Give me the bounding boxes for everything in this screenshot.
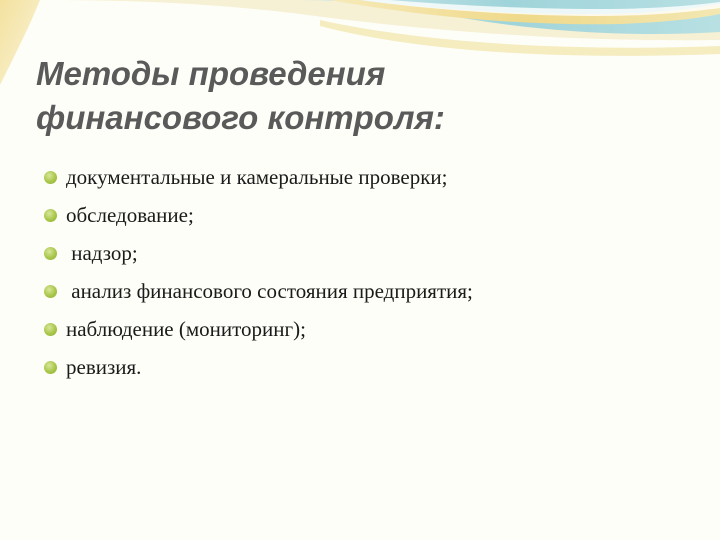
- bullet-text: анализ финансового состояния предприятия;: [66, 278, 473, 303]
- bullet-dot-icon: [44, 209, 57, 222]
- slide-title-line-1: Методы проведения: [36, 55, 386, 92]
- bullet-dot-icon: [44, 171, 57, 184]
- bullet-dot-icon: [44, 247, 57, 260]
- list-item: [44, 272, 704, 310]
- bullet-dot-icon: [44, 285, 57, 298]
- bullet-dot-icon: [44, 323, 57, 336]
- decor-left-swoosh: [0, 0, 40, 85]
- list-item: [44, 348, 704, 386]
- list-item: [44, 234, 704, 272]
- bullet-text: документальные и камеральные проверки;: [66, 164, 448, 189]
- list-item: [44, 158, 704, 196]
- bullet-text: надзор;: [66, 240, 138, 265]
- list-item: [44, 196, 704, 234]
- bullet-text: наблюдение (мониторинг);: [66, 316, 306, 341]
- bullet-dot-icon: [44, 361, 57, 374]
- list-item: [44, 310, 704, 348]
- slide-title: [36, 52, 676, 140]
- slide-title-line-2: финансового контроля:: [36, 99, 445, 136]
- bullet-list: [44, 158, 704, 386]
- bullet-text: обследование;: [66, 202, 194, 227]
- bullet-text: ревизия.: [66, 354, 142, 379]
